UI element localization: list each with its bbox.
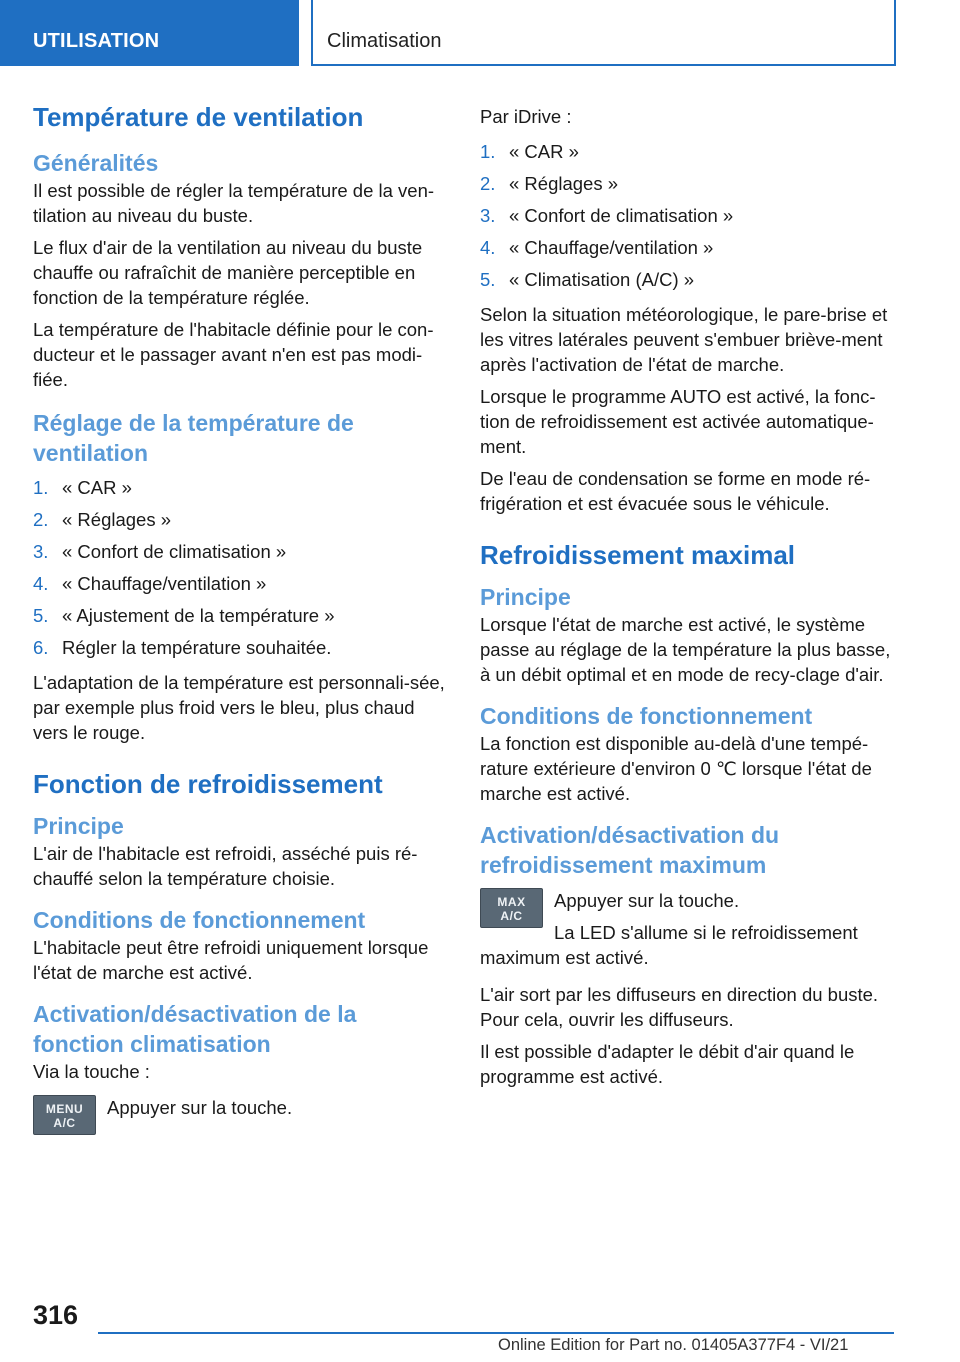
paragraph-generalites-3: La température de l'habitacle définie pour le con-ducteur et le passager avant n'en est pas modi-fiée. (33, 319, 434, 390)
paragraph-appuyer-touche: Appuyer sur la touche. (554, 890, 740, 911)
footer-edition: Online Edition for Part no. 01405A377F4 - VI/21 (498, 1336, 849, 1354)
heading-conditions: Conditions de fonctionnement (33, 907, 366, 933)
right-column (480, 100, 898, 1096)
step-number: 5. (33, 605, 49, 626)
heading-refroidissement-maximal: Refroidissement maximal (480, 540, 796, 570)
paragraph-conditions: La fonction est disponible au-delà d'une tempé-rature extérieure d'environ 0 ℃ lorsque l'état de marche est activé. (480, 733, 872, 804)
step-text: « Réglages » (62, 509, 172, 530)
steps-idrive-list (480, 136, 898, 296)
step-number: 2. (480, 173, 496, 194)
left-column (33, 100, 451, 1137)
paragraph-eau-condensation: De l'eau de condensation se forme en mode ré-frigération et est évacuée sous le véhicule. (480, 468, 871, 514)
step-number: 5. (480, 269, 496, 290)
header-topic-box (311, 0, 896, 66)
menu-ac-key-row (33, 1091, 451, 1137)
step-text: « Ajustement de la température » (62, 605, 335, 626)
paragraph-selon-meteo: Selon la situation météorologique, le pare-brise et les vitres latérales peuvent s'embuer briève-ment après l'activation de l'état de marche. (480, 304, 888, 375)
footer-rule (98, 1332, 894, 1334)
header-section-tab (0, 0, 299, 66)
step-text: « CAR » (62, 477, 132, 498)
list-item (33, 632, 451, 664)
heading-reglage-temperature: Réglage de la température de ventilation (33, 410, 354, 466)
menu-ac-key-icon: MENU A/C (33, 1095, 96, 1135)
heading-conditions: Conditions de fonctionnement (480, 703, 813, 729)
step-text: « Chauffage/ventilation » (509, 237, 714, 258)
list-item (480, 136, 898, 168)
step-number: 6. (33, 637, 49, 658)
heading-principe: Principe (33, 813, 124, 839)
list-item (480, 200, 898, 232)
heading-temperature-ventilation: Température de ventilation (33, 102, 364, 132)
paragraph-adaptation: L'adaptation de la température est personnali-sée, par exemple plus froid vers le bleu, plus chaud vers le rouge. (33, 672, 445, 743)
list-item (33, 568, 451, 600)
paragraph-generalites-2: Le flux d'air de la ventilation au niveau du buste chauffe ou rafraîchit de manière perceptible en fonction de la température réglée. (33, 237, 423, 308)
paragraph-principe: Lorsque l'état de marche est activé, le système passe au réglage de la température la plus basse, à un débit optimal et en mode de recy-clage d'air. (480, 614, 891, 685)
step-number: 1. (480, 141, 496, 162)
step-number: 3. (480, 205, 496, 226)
heading-activation-max: Activation/désactivation du refroidissement maximum (480, 822, 780, 878)
header-section-label: UTILISATION (33, 30, 160, 52)
paragraph-par-idrive: Par iDrive : (480, 106, 572, 127)
step-number: 4. (33, 573, 49, 594)
max-ac-key-icon: MAX A/C (480, 888, 543, 928)
paragraph-debit-air: Il est possible d'adapter le débit d'air quand le programme est activé. (480, 1041, 855, 1087)
header-topic-label: Climatisation (327, 30, 442, 52)
step-number: 4. (480, 237, 496, 258)
list-item (480, 264, 898, 296)
step-text: « Réglages » (509, 173, 619, 194)
steps-reglage-list (33, 472, 451, 664)
paragraph-principe: L'air de l'habitacle est refroidi, asséché puis ré-chauffé selon la température choisie. (33, 843, 418, 889)
paragraph-programme-auto: Lorsque le programme AUTO est activé, la fonc-tion de refroidissement est activée automatique-ment. (480, 386, 876, 457)
heading-principe: Principe (480, 584, 571, 610)
heading-fonction-refroidissement: Fonction de refroidissement (33, 769, 383, 799)
step-text: « Confort de climatisation » (509, 205, 734, 226)
step-text: « Chauffage/ventilation » (62, 573, 267, 594)
paragraph-generalites-1: Il est possible de régler la température de la ven-tilation au niveau du buste. (33, 180, 435, 226)
step-text: « Climatisation (A/C) » (509, 269, 695, 290)
paragraph-led: La LED s'allume si le refroidissement maximum est activé. (480, 922, 858, 968)
step-text: Régler la température souhaitée. (62, 637, 332, 658)
page-number: 316 (33, 1300, 79, 1330)
max-ac-key-row (480, 884, 898, 970)
heading-activation-climatisation: Activation/désactivation de la fonction climatisation (33, 1001, 357, 1057)
heading-generalites: Généralités (33, 150, 159, 176)
list-item (33, 472, 451, 504)
paragraph-conditions: L'habitacle peut être refroidi uniquement lorsque l'état de marche est activé. (33, 937, 429, 983)
step-text: « Confort de climatisation » (62, 541, 287, 562)
paragraph-appuyer-touche: Appuyer sur la touche. (107, 1097, 293, 1118)
list-item (33, 504, 451, 536)
paragraph-air-diffuseurs: L'air sort par les diffuseurs en direction du buste. Pour cela, ouvrir les diffuseurs. (480, 984, 879, 1030)
list-item (480, 232, 898, 264)
list-item (33, 600, 451, 632)
step-text: « CAR » (509, 141, 579, 162)
step-number: 1. (33, 477, 49, 498)
list-item (33, 536, 451, 568)
step-number: 3. (33, 541, 49, 562)
paragraph-via-touche: Via la touche : (33, 1061, 150, 1082)
list-item (480, 168, 898, 200)
step-number: 2. (33, 509, 49, 530)
